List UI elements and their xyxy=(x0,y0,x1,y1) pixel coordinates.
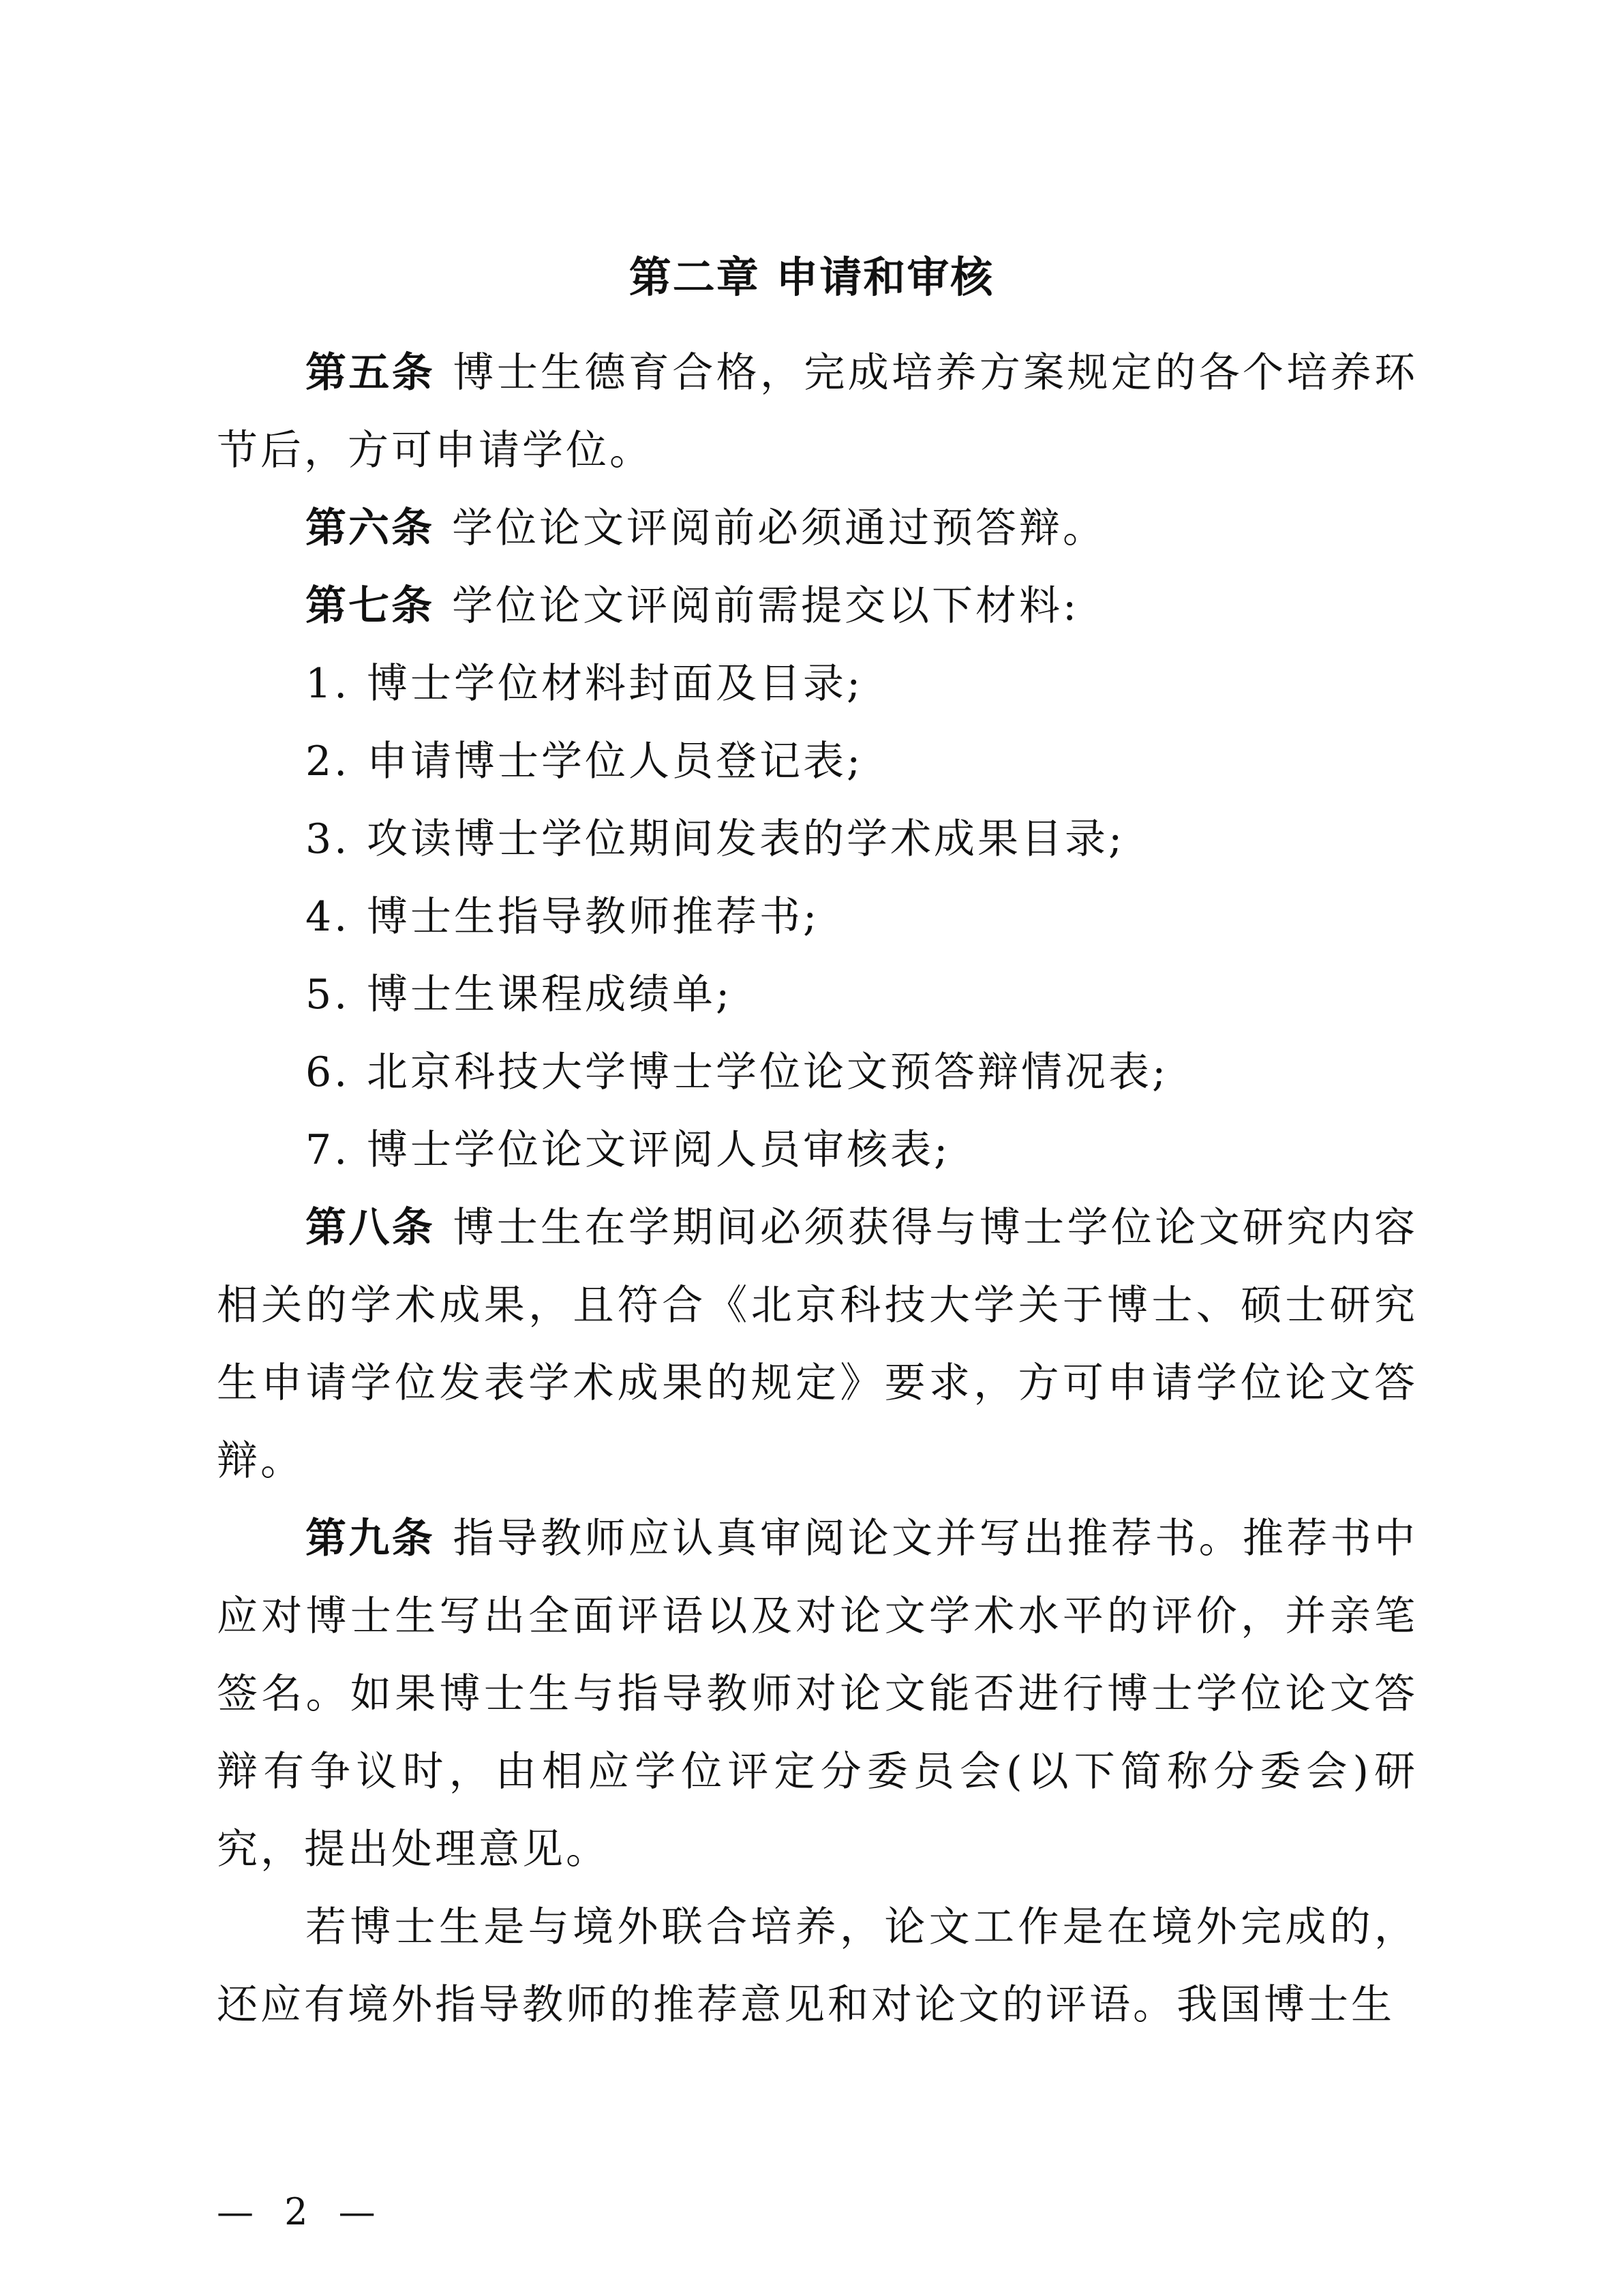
chapter-title: 第二章 申请和审核 xyxy=(628,252,995,302)
article-7-text: 学位论文评阅前需提交以下材料: xyxy=(452,582,1080,630)
list-item-number: 7. xyxy=(305,1126,350,1174)
list-item-number: 6. xyxy=(305,1048,350,1096)
list-item-number: 5. xyxy=(305,971,350,1018)
list-item-number: 4. xyxy=(305,893,350,941)
list-item-text: 博士生指导教师推荐书; xyxy=(367,893,820,941)
article-9-text: 指导教师应认真审阅论文并写出推荐书。推荐书中应对博士生写出全面评语以及对论文学术水平的评价，并亲笔签名。如果博士生与指导教师对论文能否进行博士学位论文答辩有争议时，由相应学位评定分委员会(以下简称分委会)研究，提出处理意见。 xyxy=(217,1515,1419,1873)
article-9 xyxy=(217,1500,1418,1888)
list-item xyxy=(217,1111,1418,1189)
list-item xyxy=(217,800,1418,878)
list-item-text: 博士学位论文评阅人员审核表; xyxy=(367,1126,951,1174)
article-8-text: 博士生在学期间必须获得与博士学位论文研究内容相关的学术成果，且符合《北京科技大学关于博士、硕士研究生申请学位发表学术成果的规定》要求，方可申请学位论文答辩。 xyxy=(217,1204,1419,1485)
list-item-text: 博士生课程成绩单; xyxy=(367,971,733,1018)
list-item xyxy=(217,645,1418,723)
article-9-label: 第九条 xyxy=(305,1515,436,1562)
list-item xyxy=(217,878,1418,956)
list-item-number: 3. xyxy=(305,815,350,863)
page-number: — 2 — xyxy=(217,2190,385,2233)
list-item xyxy=(217,723,1418,800)
article-6-label: 第六条 xyxy=(305,504,434,552)
materials-list xyxy=(217,645,1418,1189)
article-8 xyxy=(217,1189,1418,1500)
article-5-text: 博士生德育合格，完成培养方案规定的各个培养环节后，方可申请学位。 xyxy=(217,349,1419,474)
article-7 xyxy=(217,567,1418,645)
article-6-text: 学位论文评阅前必须通过预答辩。 xyxy=(452,504,1106,552)
list-item-text: 北京科技大学博士学位论文预答辩情况表; xyxy=(367,1048,1169,1096)
article-5-label: 第五条 xyxy=(305,349,436,397)
list-item-text: 博士学位材料封面及目录; xyxy=(367,660,864,708)
list-item xyxy=(217,956,1418,1033)
overseas-paragraph: 若博士生是与境外联合培养，论文工作是在境外完成的，还应有境外指导教师的推荐意见和对论文的评语。我国博士生 xyxy=(217,1903,1418,2029)
document-body xyxy=(217,334,1418,2044)
article-7-label: 第七条 xyxy=(305,582,434,630)
article-8-label: 第八条 xyxy=(305,1204,436,1252)
list-item-text: 攻读博士学位期间发表的学术成果目录; xyxy=(367,815,1125,863)
list-item xyxy=(217,1033,1418,1111)
list-item-number: 1. xyxy=(305,660,350,708)
article-6 xyxy=(217,489,1418,567)
list-item-number: 2. xyxy=(305,738,350,785)
article-5 xyxy=(217,334,1418,489)
list-item-text: 申请博士学位人员登记表; xyxy=(367,738,864,785)
